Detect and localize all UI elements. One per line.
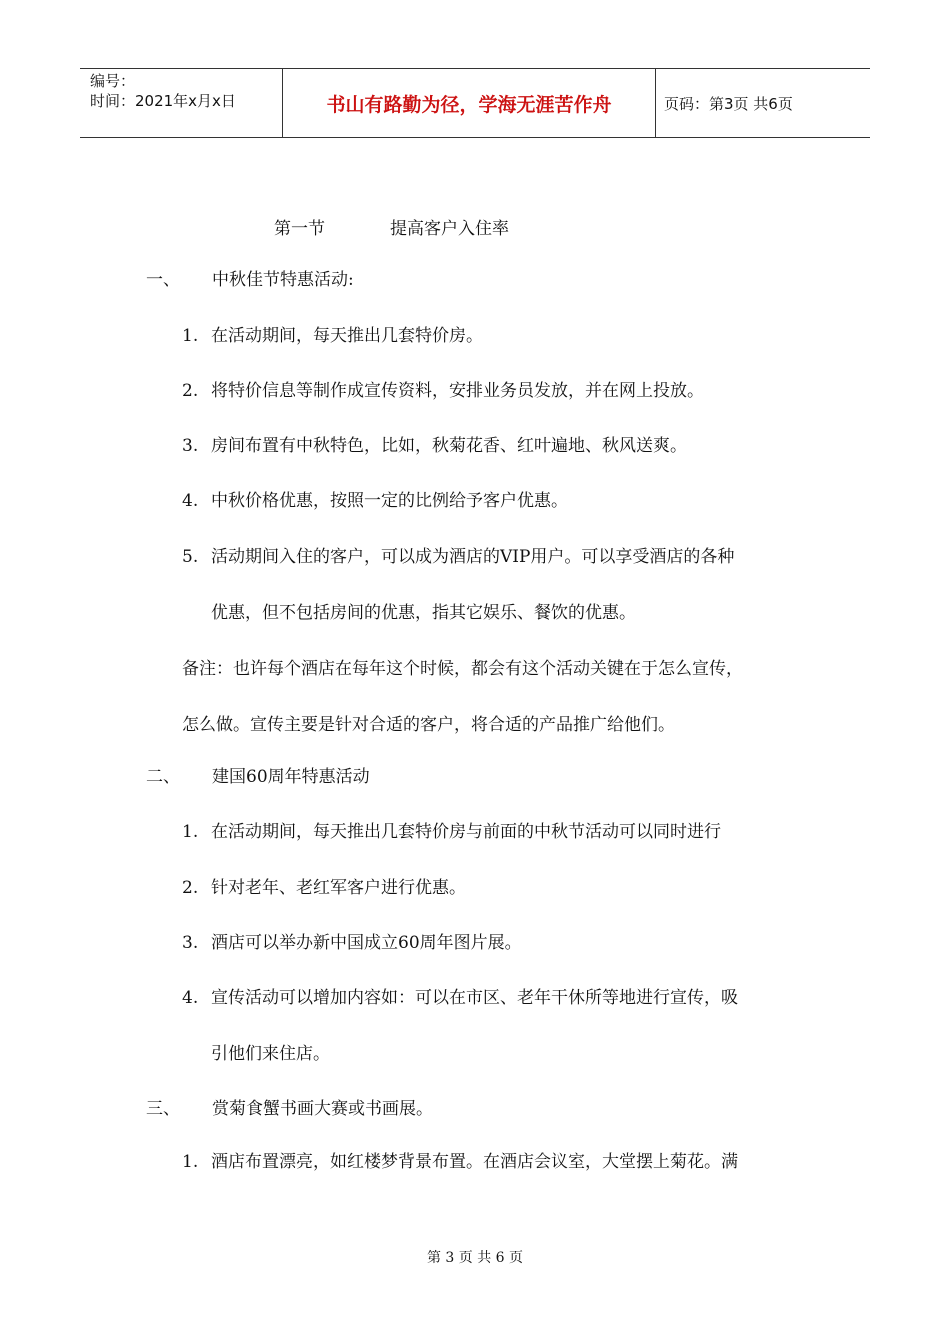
item-text: 宣传活动可以增加内容如：可以在市区、老年干休所等地进行宣传，吸 [211, 988, 738, 1008]
list-item [182, 876, 466, 900]
item-text: 酒店可以举办新中国成立60周年图片展。 [211, 933, 522, 953]
list-item [182, 434, 687, 458]
part-number: 二、 [146, 767, 180, 787]
list-item [182, 545, 734, 569]
item-number: 4. [182, 491, 199, 511]
header-motto-cell [282, 69, 656, 137]
list-item [182, 379, 704, 403]
item-text-continuation: 引他们来住店。 [211, 1044, 330, 1064]
list-item [182, 931, 522, 955]
note-text: 备注：也许每个酒店在每年这个时候，都会有这个活动关键在于怎么宣传， [182, 659, 743, 679]
header-page-info: 页码：第3页 共6页 [664, 94, 793, 113]
item-text: 在活动期间，每天推出几套特价房与前面的中秋节活动可以同时进行 [211, 822, 721, 842]
item-number: 1. [182, 822, 199, 842]
section-heading [274, 214, 509, 239]
document-date-label: 时间：2021年x月x日 [90, 92, 236, 110]
list-item [182, 1150, 738, 1174]
part-title: 赏菊食蟹书画大赛或书画展。 [212, 1099, 433, 1119]
item-text-continuation: 优惠，但不包括房间的优惠，指其它娱乐、餐饮的优惠。 [211, 603, 636, 623]
item-number: 2. [182, 878, 199, 898]
list-item [182, 324, 483, 348]
section-title: 提高客户入住率 [390, 219, 509, 239]
item-text: 将特价信息等制作成宣传资料，安排业务员发放，并在网上投放。 [211, 381, 704, 401]
header-page-cell [656, 69, 870, 137]
list-item [182, 986, 738, 1010]
part-title: 中秋佳节特惠活动: [212, 270, 354, 290]
item-text: 中秋价格优惠，按照一定的比例给予客户优惠。 [211, 491, 568, 511]
page-header [80, 68, 870, 138]
part-title: 建国60周年特惠活动 [212, 767, 370, 787]
document-number-label: 编号： [90, 72, 136, 90]
section-number: 第一节 [274, 219, 325, 239]
note-text-continuation: 怎么做。宣传主要是针对合适的客户，将合适的产品推广给他们。 [182, 715, 675, 735]
part-heading [146, 268, 354, 292]
item-text: 活动期间入住的客户，可以成为酒店的VIP用户。可以享受酒店的各种 [211, 547, 735, 567]
part-number: 三、 [146, 1099, 180, 1119]
part-heading [146, 1097, 433, 1121]
part-number: 一、 [146, 270, 180, 290]
item-number: 1. [182, 1152, 199, 1172]
item-number: 3. [182, 436, 199, 456]
item-text: 房间布置有中秋特色，比如，秋菊花香、红叶遍地、秋风送爽。 [211, 436, 687, 456]
item-number: 3. [182, 933, 199, 953]
item-number: 5. [182, 547, 199, 567]
page-footer: 第 3 页 共 6 页 [426, 1250, 524, 1266]
part-heading [146, 765, 370, 789]
item-text: 在活动期间，每天推出几套特价房。 [211, 326, 483, 346]
item-number: 4. [182, 988, 199, 1008]
header-left-cell [80, 69, 282, 137]
item-number: 1. [182, 326, 199, 346]
header-motto: 书山有路勤为径，学海无涯苦作舟 [326, 93, 612, 116]
item-text: 酒店布置漂亮，如红楼梦背景布置。在酒店会议室，大堂摆上菊花。满 [211, 1152, 738, 1172]
list-item [182, 820, 721, 844]
item-number: 2. [182, 381, 199, 401]
item-text: 针对老年、老红军客户进行优惠。 [211, 878, 466, 898]
list-item [182, 489, 568, 513]
